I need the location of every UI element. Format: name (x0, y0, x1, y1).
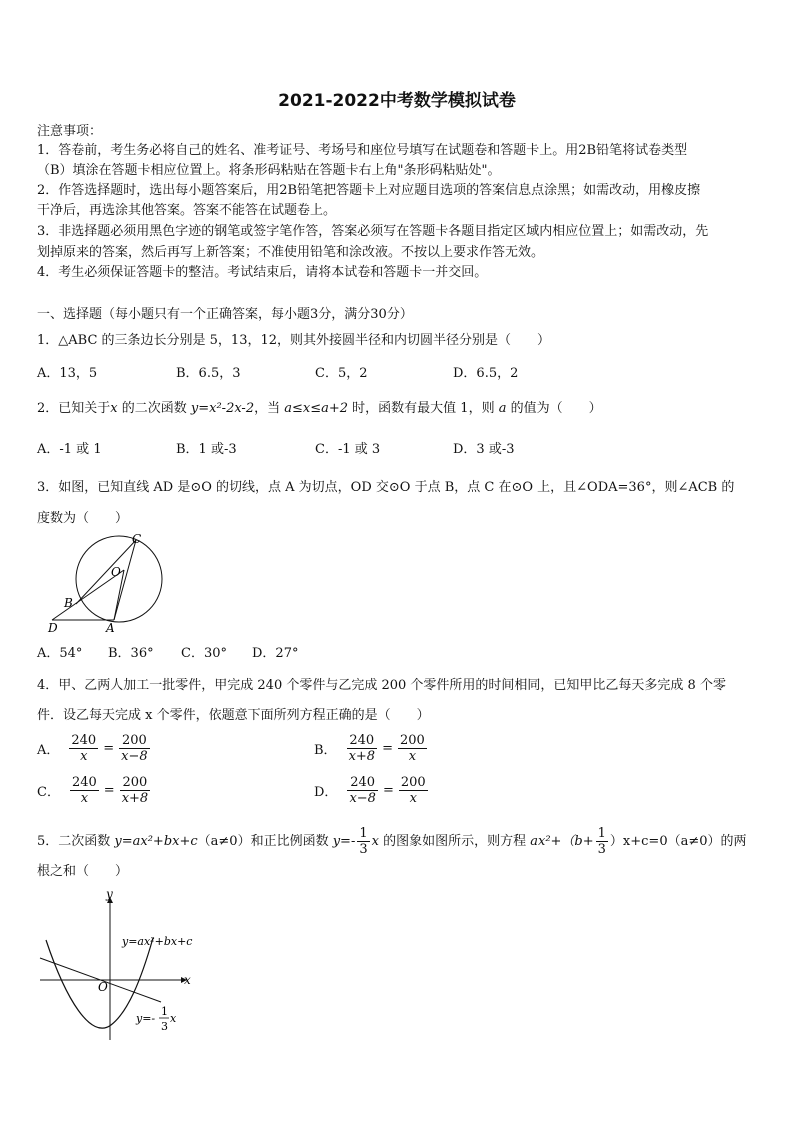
denominator: 3 (359, 842, 368, 857)
q1-option-c: C．5，2 (315, 366, 368, 381)
numerator: 240 (71, 733, 97, 748)
q1-option-d: D．6.5，2 (453, 366, 519, 381)
q2-stem-part: 的值为（ ） (506, 401, 602, 416)
fraction (347, 775, 378, 806)
numerator: 200 (400, 775, 426, 790)
option-label: C． (37, 785, 60, 800)
label-o: O (111, 565, 121, 579)
notice-heading: 注意事项： (37, 124, 103, 139)
question-2-stem (37, 399, 759, 419)
q3-option-a: A．54° (37, 646, 83, 661)
numerator: 200 (120, 775, 151, 791)
equals-sign: = (103, 741, 115, 756)
notice-line: （B）填涂在答题卡相应位置上。将条形码粘贴在答题卡右上角"条形码粘贴处"。 (37, 163, 501, 178)
notice-line: 4．考生必须保证答题卡的整洁。考试结束后，请将本试卷和答题卡一并交回。 (37, 265, 488, 280)
equals-sign: = (103, 783, 115, 798)
denominator: 3 (597, 842, 606, 857)
fraction (120, 775, 151, 806)
fraction (596, 826, 608, 857)
notice-line: 划掉原来的答案，然后再写上新答案；不准使用铅笔和涂改液。不按以上要求作答无效。 (37, 245, 545, 260)
line-label-num: 1 (161, 1005, 168, 1018)
question-5-stem-line2: 根之和（ ） (37, 864, 129, 879)
numerator: 200 (119, 733, 150, 749)
denominator: x−8 (349, 791, 376, 806)
x-axis-label: x (184, 973, 191, 987)
option-label: D． (314, 785, 338, 800)
notice-line: 干净后，再选涂其他答案。答案不能答在试题卷上。 (37, 203, 337, 218)
q2-var-a: a (498, 401, 507, 416)
line-label-post: x (170, 1012, 177, 1025)
section-heading: 一、选择题（每小题只有一个正确答案，每小题3分，满分30分） (37, 307, 413, 322)
denominator: x−8 (121, 749, 148, 764)
label-c: C (132, 532, 142, 546)
numerator: 240 (71, 775, 97, 790)
q2-function: y=x²-2x-2 (190, 401, 255, 416)
q1-option-a: A．13，5 (37, 366, 98, 381)
q5-equation-pre: ax²+（b+ (530, 834, 594, 849)
q2-stem-part: ，当 (254, 401, 285, 416)
numerator: 200 (399, 733, 425, 748)
question-4-stem-line1: 4．甲、乙两人加工一批零件，甲完成 240 个零件与乙完成 200 个零件所用的时间相同，已知甲比乙每天多完成 8 个零 (37, 678, 726, 693)
question-3-stem-line2: 度数为（ ） (37, 511, 129, 526)
q5-equation-post: ）x+c=0（a≠0）的两 (609, 834, 747, 849)
q4-option-d (314, 775, 430, 806)
fraction (347, 733, 378, 764)
line-label-den: 3 (161, 1020, 168, 1033)
fraction (398, 733, 427, 764)
denominator: x (408, 749, 417, 764)
notice-line: 2．作答选择题时，选出每小题答案后，用2B铅笔把答题卡上对应题目选项的答案信息点涂黑；如需改动，用橡皮擦 (37, 183, 701, 198)
q2-option-a: A．-1 或 1 (37, 442, 102, 457)
fraction (119, 733, 150, 764)
fraction (399, 775, 428, 806)
label-a: A (106, 621, 115, 635)
denominator: x+8 (348, 749, 376, 764)
denominator: x (80, 791, 89, 806)
label-d: D (48, 621, 58, 635)
numerator: 240 (347, 775, 378, 791)
fraction (69, 733, 98, 764)
notice-line: 1．答卷前，考生务必将自己的姓名、准考证号、考场号和座位号填写在试题卷和答题卡上。用2B铅笔将试卷类型 (37, 143, 688, 158)
q2-var-x: x (110, 401, 118, 416)
y-axis-label: y (106, 890, 113, 901)
function-graph (36, 890, 216, 1045)
q5-stem-part: 的图象如图所示，则方程 (378, 834, 531, 849)
label-b: B (64, 596, 73, 610)
option-label: B． (314, 743, 337, 758)
numerator: 1 (597, 826, 606, 841)
notice-line: 3．非选择题必须用黑色字迹的钢笔或签字笔作答，答案必须写在答题卡各题目指定区域内相应位置上；如需改动，先 (37, 224, 709, 239)
equals-sign: = (382, 741, 393, 756)
equals-sign: = (382, 783, 394, 798)
denominator: x (80, 749, 88, 764)
question-5-stem-line1 (37, 826, 759, 857)
q4-option-c (37, 775, 152, 806)
fraction (357, 826, 369, 857)
numerator: 240 (347, 733, 378, 749)
q2-option-b: B．1 或-3 (176, 442, 237, 457)
q2-stem-part: 2．已知关于 (37, 401, 111, 416)
question-3-stem-line1: 3．如图，已知直线 AD 是⊙O 的切线，点 A 为切点，OD 交⊙O 于点 B，点 C 在⊙O 上，且∠ODA=36°，则∠ACB 的 (37, 480, 735, 495)
fraction (70, 775, 99, 806)
q4-option-b (314, 733, 429, 764)
q3-option-c: C．30° (181, 646, 227, 661)
circle-tangent-figure (40, 530, 170, 638)
q5-quadratic: y=ax²+bx+c (114, 834, 198, 849)
q1-option-b: B．6.5，3 (176, 366, 241, 381)
q5-linear-pre: y=- (332, 834, 356, 849)
line-label-pre: y=- (136, 1012, 156, 1025)
q2-option-d: D．3 或-3 (453, 442, 515, 457)
q2-option-c: C．-1 或 3 (315, 442, 381, 457)
q2-stem-part: 时，函数有最大值 1，则 (348, 401, 499, 416)
q3-option-b: B．36° (108, 646, 154, 661)
q2-condition: a≤x≤a+2 (284, 401, 349, 416)
q5-stem-part: （a≠0）和正比例函数 (197, 834, 333, 849)
q2-stem-part: 的二次函数 (117, 401, 191, 416)
question-4-stem-line2: 件．设乙每天完成 x 个零件，依题意下面所列方程正确的是（ ） (37, 708, 430, 723)
origin-label: O (98, 980, 108, 994)
denominator: x+8 (121, 791, 149, 806)
q4-option-a (37, 733, 152, 764)
question-1-stem: 1．△ABC 的三条边长分别是 5，13，12，则其外接圆半径和内切圆半径分别是（ ） (37, 333, 551, 348)
parabola-label: y=ax²+bx+c (122, 935, 193, 948)
circle-o (76, 536, 162, 622)
numerator: 1 (359, 826, 368, 841)
q5-stem-part: 5．二次函数 (37, 834, 115, 849)
denominator: x (409, 791, 417, 806)
q5-linear-post: x (371, 834, 379, 849)
page-title: 2021-2022中考数学模拟试卷 (278, 91, 516, 111)
option-label: A． (37, 743, 60, 758)
q3-option-d: D．27° (252, 646, 299, 661)
